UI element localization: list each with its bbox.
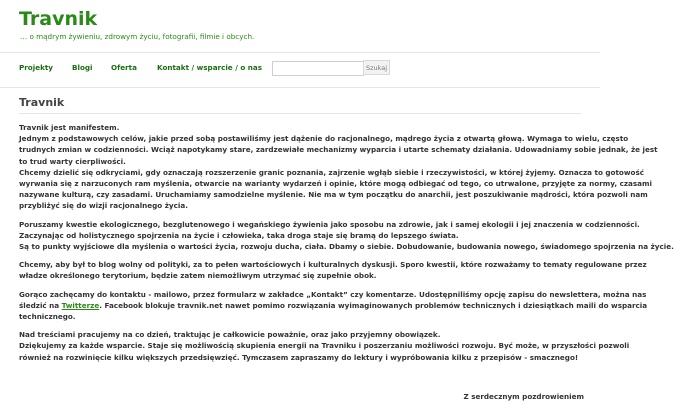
paragraph-thanks — [19, 329, 630, 363]
page-title: Travnik — [19, 96, 65, 109]
signoff: Z serdecznym pozdrowieniem — [463, 392, 584, 401]
text-line: Zaczynając od holistycznego spojrzenia na życie i człowieka, taka droga staje się bramą do lepszego świata. — [19, 230, 459, 240]
text-line: to trud warty cierpliwości. — [19, 156, 126, 166]
page-content — [19, 122, 674, 370]
twitter-link[interactable]: Twitterze — [61, 300, 100, 310]
site-header — [0, 0, 600, 50]
text-fragment: śledzić na — [19, 300, 62, 310]
text-line: nazywane kulturą, czy zasadami. Uruchamiamy samodzielne myślenie. Nie ma w tym początku do anarchii, jest poszukiwanie mądrości, która pozwoli nam — [19, 190, 648, 200]
text-line: Chcemy dzielić się odkryciami, gdy oznaczają rozszerzenie granic poznania, zajrzenie wgłąb siebie i rzeczywistości, w której żyjemy. Oznacza to gotowość — [19, 167, 644, 177]
text-line: Nad treściami pracujemy na co dzień, traktując je całkowicie poważnie, oraz jako przyjemny obowiązek. — [19, 330, 441, 340]
paragraph-manifest — [19, 122, 658, 212]
paragraph-contact — [19, 289, 648, 323]
site-title[interactable]: Travnik — [19, 8, 98, 30]
text-line: władze określonego terytorium, będzie zatem niemożliwym utrzymać się zupełnie obok. — [19, 271, 377, 281]
text-line: Travnik jest manifestem. — [19, 123, 120, 132]
site-tagline: … o mądrym żywieniu, zdrowym życiu, fotografii, filmie i obcych. — [20, 32, 255, 41]
text-line: trudnych zmian w codzienności. Wciąż napotykamy stare, zardzewiałe mechanizmy wyparcia i utarte schematy działania. Udowadniamy sobie jednak, że jest — [19, 145, 658, 155]
nav-item-projekty[interactable]: Projekty — [19, 63, 53, 72]
text-line: Jednym z podstawowych celów, jakie przed sobą postawiliśmy jest dążenie do racjonalnego, mądrego życia z otwartą głową. Wymaga to wielu, często — [19, 134, 629, 144]
text-line: Gorąco zachęcamy do kontaktu - mailowo, przez formularz w zakładce „Kontakt” czy komentarze. Udostępniliśmy opcję zapisu do newslettera, można nas — [19, 289, 647, 299]
text-fragment: . Facebook blokuje travnik.net nawet pomimo rozwiązania wyimaginowanych problemów technicznych i dziesiątkach maili do wsparcia — [99, 300, 648, 310]
text-line: przybliżyć się do wizji racjonalnego życia. — [19, 201, 188, 211]
nav-item-oferta[interactable]: Oferta — [111, 63, 137, 72]
paragraph-politics — [19, 259, 647, 281]
text-line: Chcemy, aby był to blog wolny od polityki, za to pełen wartościowych i kulturalnych dyskusji. Sporo kwestii, które rozważamy to tematy regulowane przez — [19, 260, 647, 270]
text-line: technicznego. — [19, 312, 76, 322]
text-line: wyrwania się z narzuconych ram myślenia, otwarcie na warianty wydarzeń i opinie, które mogą odbiegać od tego, co utrwalone, przyjęte za normy, czasami — [19, 179, 652, 189]
search-input[interactable] — [272, 61, 364, 76]
text-line: Dziękujemy za każde wsparcie. Staje się możliwością skupienia energii na Travniku i poszerzaniu możliwości rozwoju. Być może, w przyszłości pozwoli — [19, 341, 630, 351]
search-button[interactable]: Szukaj — [363, 60, 390, 75]
paragraph-ecology — [19, 219, 674, 253]
text-line: również na rozwinięcie kilku większych przedsięwzięć. Tymczasem zapraszamy do lektury i wypróbowania kilku z przepisów - smacznego! — [19, 352, 579, 362]
title-divider — [19, 113, 581, 114]
text-line — [19, 300, 648, 311]
text-line: Są to punkty wyjściowe dla myślenia o wartości życia, rozwoju ducha, ciała. Dbamy o siebie. Dobudowanie, budowania nowego, świadomego spojrzenia na życie. — [19, 242, 674, 252]
text-line: Poruszamy kwestie ekologicznego, bezglutenowego i wegańskiego żywienia jako sposobu na zdrowie, jak i samej ekologii i jej znaczenia w codzienności. — [19, 219, 640, 229]
nav-item-kontakt[interactable]: Kontakt / wsparcie / o nas — [157, 63, 263, 72]
nav-item-blogi[interactable]: Blogi — [72, 63, 93, 72]
